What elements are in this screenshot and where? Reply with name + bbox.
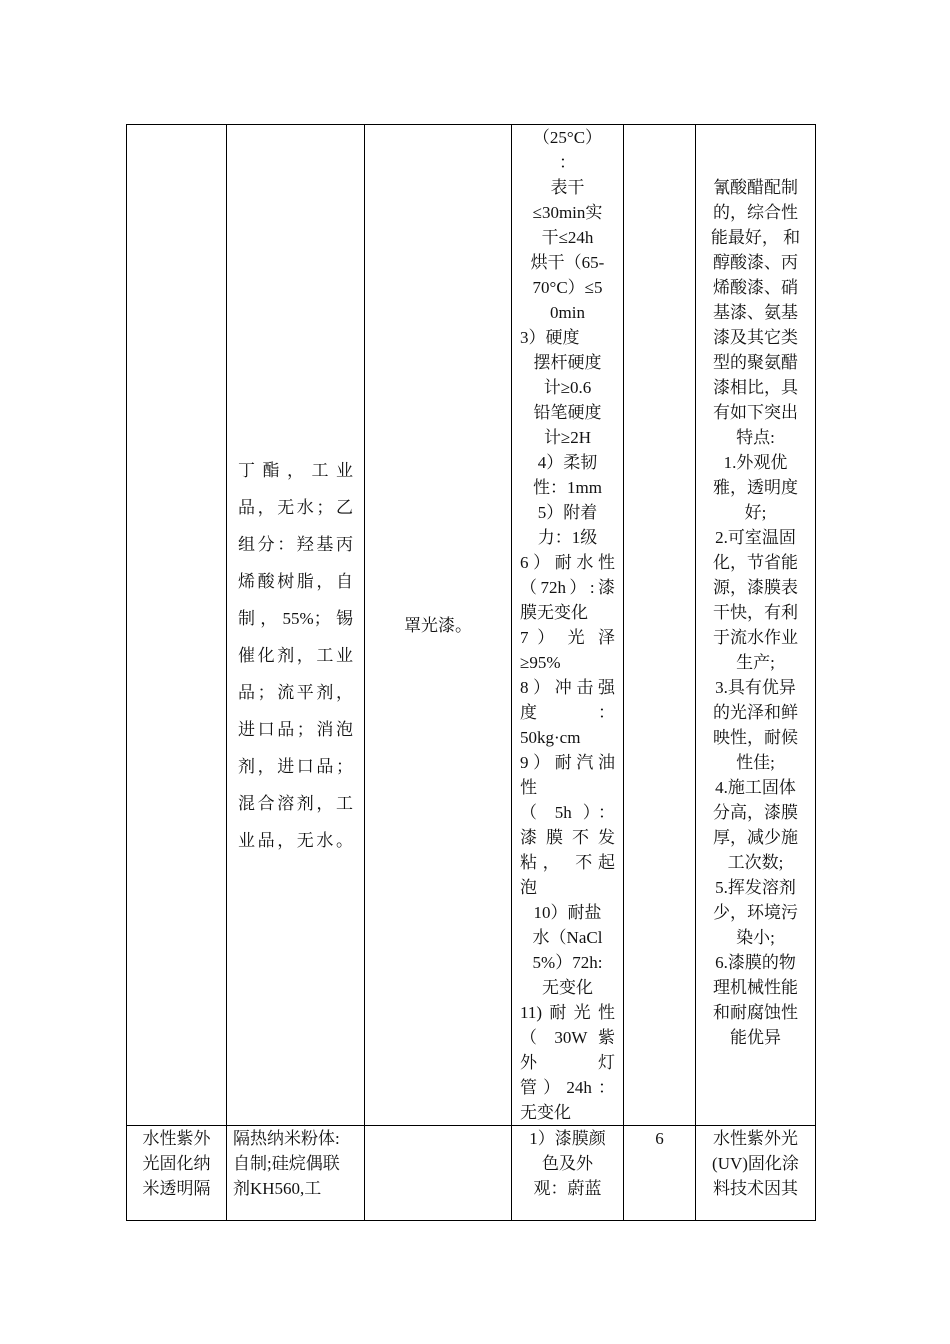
text-line: (UV)固化涂 bbox=[712, 1154, 799, 1173]
performance-cell bbox=[512, 125, 624, 1126]
product-name-cell bbox=[127, 1126, 227, 1221]
text-line: 分高，漆膜 bbox=[713, 803, 798, 822]
text-line: 1.外观优 bbox=[723, 453, 788, 472]
text-line: 少，环境污 bbox=[713, 903, 798, 922]
features-cell bbox=[696, 1126, 816, 1221]
text-line: 氰酸醋配制 bbox=[713, 178, 798, 197]
text-line: 泡 bbox=[520, 878, 537, 897]
text-line: 5%）72h: bbox=[532, 953, 603, 972]
text-line: 3）硬度 bbox=[520, 328, 580, 347]
text-line: 业品，无水。 bbox=[238, 830, 353, 850]
text-line: 0min bbox=[550, 303, 585, 322]
text-line: 管）24h： bbox=[520, 1078, 615, 1097]
text-line: 料技术因其 bbox=[713, 1179, 798, 1198]
text-line: 8）冲击强 bbox=[520, 678, 615, 697]
text-line: 米透明隔 bbox=[142, 1179, 211, 1198]
text-line: ： bbox=[559, 153, 576, 172]
text-line: 计≥0.6 bbox=[543, 378, 592, 397]
materials-cell bbox=[227, 125, 365, 1126]
text-line: 烯酸漆、硝 bbox=[713, 278, 798, 297]
text-line: 干快，有利 bbox=[713, 603, 798, 622]
text-line: 5.挥发溶剂 bbox=[715, 878, 796, 897]
text-line: 基漆、氨基 bbox=[713, 303, 798, 322]
text-line: 能优异 bbox=[730, 1028, 781, 1047]
text-line: 的光泽和鲜 bbox=[713, 703, 798, 722]
text-line: 剂，进口品； bbox=[238, 756, 353, 776]
text-line: 丁酯，工业 bbox=[238, 460, 353, 480]
text-line: 制，55%；锡 bbox=[238, 608, 353, 628]
text-line: 有如下突出 bbox=[713, 403, 798, 422]
text-line: 工次数; bbox=[727, 853, 784, 872]
count-cell bbox=[624, 125, 696, 1126]
text-line: （25°C） bbox=[532, 128, 603, 147]
text-line: 雅，透明度 bbox=[713, 478, 798, 497]
text-line: 漆及其它类 bbox=[713, 328, 798, 347]
text-line: 隔热纳米粉体: bbox=[233, 1129, 340, 1148]
table-row bbox=[127, 1126, 816, 1221]
count-text: 6 bbox=[655, 1129, 664, 1148]
features-text bbox=[702, 175, 809, 1050]
text-line: 性：1mm bbox=[533, 478, 602, 497]
text-line: 6.漆膜的物 bbox=[715, 953, 796, 972]
text-line: 催化剂，工业 bbox=[238, 645, 353, 665]
text-line: 水性紫外 bbox=[142, 1129, 211, 1148]
text-line: 和耐腐蚀性 bbox=[713, 1003, 798, 1022]
text-line: 膜无变化 bbox=[520, 603, 588, 622]
text-line: 5）附着 bbox=[537, 503, 598, 522]
text-line: 品；流平剂， bbox=[238, 682, 353, 702]
text-line: 11)耐光性 bbox=[520, 1003, 615, 1022]
text-line: 水性紫外光 bbox=[713, 1129, 798, 1148]
materials-text bbox=[233, 452, 358, 859]
text-line: 摆杆硬度 bbox=[533, 353, 602, 372]
text-line: 的，综合性 bbox=[713, 203, 798, 222]
text-line: ≥95% bbox=[520, 653, 561, 672]
text-line: 力：1级 bbox=[537, 528, 598, 547]
text-line: 水（NaCl bbox=[532, 928, 603, 947]
text-line: 特点: bbox=[736, 428, 775, 447]
text-line: 粘， 不起 bbox=[520, 853, 615, 872]
text-line: 2.可室温固 bbox=[715, 528, 796, 547]
text-line: 生产; bbox=[736, 653, 775, 672]
text-line: 源，漆膜表 bbox=[713, 578, 798, 597]
text-line: 观：蔚蓝 bbox=[533, 1179, 602, 1198]
performance-text bbox=[520, 125, 615, 1125]
text-line: 烘干（65- bbox=[530, 253, 605, 272]
features-cell bbox=[696, 125, 816, 1126]
text-line: 铅笔硬度 bbox=[533, 403, 602, 422]
features-text bbox=[702, 1126, 809, 1201]
text-line: 1）漆膜颜 bbox=[529, 1129, 606, 1148]
text-line: 6）耐水性 bbox=[520, 553, 615, 572]
performance-text bbox=[518, 1126, 617, 1201]
usage-text: 罩光漆。 bbox=[404, 615, 472, 635]
text-line: 醇酸漆、丙 bbox=[713, 253, 798, 272]
text-line: 漆相比，具 bbox=[713, 378, 798, 397]
text-line: 混合溶剂，工 bbox=[238, 793, 353, 813]
materials-cell bbox=[227, 1126, 365, 1221]
performance-cell bbox=[512, 1126, 624, 1221]
text-line: 性 bbox=[520, 778, 537, 797]
text-line: （ 30W 紫 bbox=[520, 1028, 615, 1047]
text-line: 自制;硅烷偶联 bbox=[233, 1154, 340, 1173]
text-line: ≤30min实 bbox=[532, 203, 603, 222]
text-line: 4）柔韧 bbox=[537, 453, 598, 472]
text-line: 10）耐盐 bbox=[533, 903, 602, 922]
text-line: 50kg·cm bbox=[520, 728, 581, 747]
text-line: 外 灯 bbox=[520, 1053, 615, 1072]
text-line: 无变化 bbox=[542, 978, 593, 997]
usage-cell bbox=[365, 125, 512, 1126]
table-row bbox=[127, 125, 816, 1126]
text-line: 组分：羟基丙 bbox=[238, 534, 353, 554]
text-line: 70°C）≤5 bbox=[532, 278, 603, 297]
text-line: 进口品；消泡 bbox=[238, 719, 353, 739]
text-line: 7 ） 光 泽 bbox=[520, 628, 615, 647]
text-line: 漆膜不发 bbox=[520, 828, 615, 847]
text-line: 干≤24h bbox=[541, 228, 594, 247]
text-line: 度 ： bbox=[520, 703, 615, 722]
text-line: 品，无水；乙 bbox=[238, 497, 353, 517]
text-line: 烯酸树脂，自 bbox=[238, 571, 353, 591]
text-line: 理机械性能 bbox=[713, 978, 798, 997]
text-line: 化，节省能 bbox=[713, 553, 798, 572]
text-line: 表干 bbox=[550, 178, 585, 197]
text-line: 4.施工固体 bbox=[715, 778, 796, 797]
text-line: 计≥2H bbox=[543, 428, 592, 447]
materials-text bbox=[233, 1126, 358, 1201]
text-line: 能最好， 和 bbox=[710, 228, 801, 247]
text-line: 好; bbox=[744, 503, 767, 522]
product-name-cell bbox=[127, 125, 227, 1126]
text-line: 性佳; bbox=[736, 753, 775, 772]
text-line: 9）耐汽油 bbox=[520, 753, 615, 772]
text-line: （72h）:漆 bbox=[520, 578, 615, 597]
text-line: 色及外 bbox=[542, 1154, 593, 1173]
count-cell bbox=[624, 1126, 696, 1221]
text-line: 剂KH560,工 bbox=[233, 1179, 322, 1198]
product-table bbox=[126, 124, 816, 1221]
text-line: 无变化 bbox=[520, 1103, 571, 1122]
text-line: 厚，减少施 bbox=[713, 828, 798, 847]
usage-cell bbox=[365, 1126, 512, 1221]
text-line: 于流水作业 bbox=[713, 628, 798, 647]
text-line: 型的聚氨醋 bbox=[713, 353, 798, 372]
text-line: 染小; bbox=[736, 928, 775, 947]
text-line: （ 5h ）： bbox=[520, 803, 615, 822]
product-name-text bbox=[133, 1126, 220, 1201]
text-line: 光固化纳 bbox=[142, 1154, 211, 1173]
text-line: 3.具有优异 bbox=[715, 678, 796, 697]
text-line: 映性，耐候 bbox=[713, 728, 798, 747]
